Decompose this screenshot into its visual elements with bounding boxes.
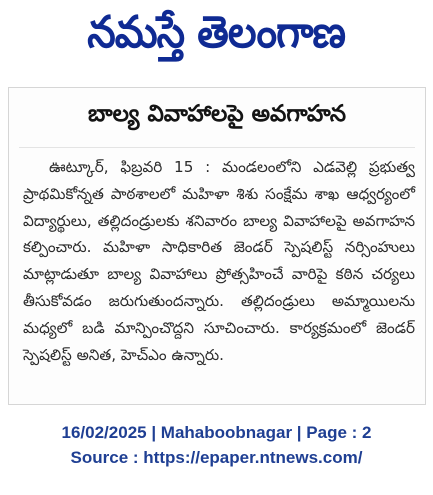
publication-info: 16/02/2025 | Mahaboobnagar | Page : 2	[61, 423, 372, 442]
headline-row	[9, 88, 425, 146]
source-link[interactable]: Source : https://epaper.ntnews.com/	[70, 448, 363, 467]
masthead	[0, 0, 433, 76]
article-clipping	[8, 87, 426, 405]
article-headline: బాల్య వివాహాలపై అవగాహన	[87, 101, 347, 127]
newspaper-logo-title: నమస్తే తెలంగాణ	[87, 7, 346, 58]
headline-divider	[19, 147, 415, 148]
article-body: ఊట్కూర్, ఫిబ్రవరి 15 : మండలంలోని ఎడవెల్లి ప్రభుత్వ ప్రాథమికోన్నత పాఠశాలలో మహిళా శిశు సంక్షేమ శాఖ ఆధ్వర్యంలో విద్యార్థులు, తల్లిదండ్రులకు శనివారం బాల్య వివాహాలపై అవగాహన కల్పించారు. మహిళా సాధికారిత జెండర్ స్పెషలిస్ట్ నర్సింహులు మాట్లాడుతూ బాల్య వివాహాలు ప్రోత్సహించే వారిపై కఠిన చర్యలు తీసుకోవడం జరుగుతుందన్నారు. తల్లిదండ్రులు అమ్మాయిలను మధ్యలో బడి మాన్పించొద్దని సూచించారు. కార్యక్రమంలో జెండర్ స్పెషలిస్ట్ అనిత, హెచ్‌ఎం ఉన్నారు.	[23, 158, 415, 364]
